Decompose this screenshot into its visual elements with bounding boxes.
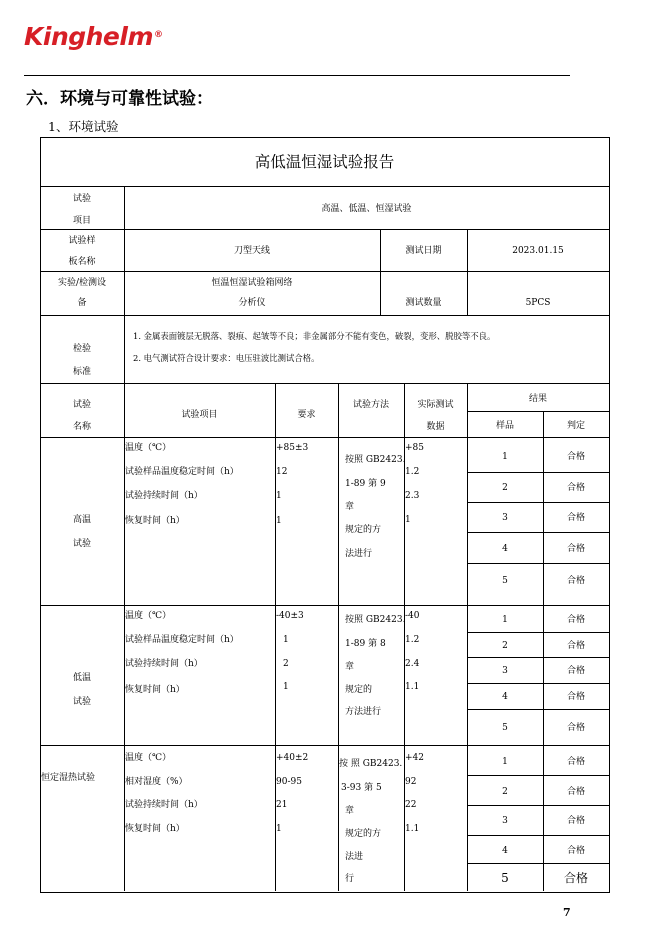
logo-text: Kinghelm <box>24 22 154 51</box>
rule <box>467 805 609 806</box>
high-item-2: 试验样品温度稳定时间（h） <box>125 467 239 477</box>
rule <box>467 835 609 836</box>
item-value: 高温、低温、恒湿试验 <box>321 204 412 214</box>
humid-item-4: 恢复时间（h） <box>125 824 185 834</box>
humid-name: 恒定湿热试验 <box>41 773 96 783</box>
high-req-1: +85±3 <box>276 443 309 453</box>
report-title: 高低温恒湿试验报告 <box>254 153 395 171</box>
high-item-3: 试验持续时间（h） <box>125 491 203 501</box>
header-result: 结果 <box>528 394 547 404</box>
rule <box>40 229 609 230</box>
low-req-1: -40±3 <box>276 611 304 621</box>
high-sample-3: 3 <box>502 513 508 523</box>
high-actual-4: 1 <box>405 515 411 525</box>
humid-req-3: 21 <box>276 800 288 810</box>
header-item: 试验项目 <box>181 410 218 420</box>
low-item-4: 恢复时间（h） <box>125 685 185 695</box>
rule <box>467 411 609 412</box>
high-item-1: 温度（℃） <box>125 443 172 453</box>
humid-req-1: +40±2 <box>276 753 309 763</box>
low-judge-3: 合格 <box>566 666 585 676</box>
low-req-3: 2 <box>283 659 289 669</box>
low-sample-3: 3 <box>502 666 508 676</box>
humid-item-2: 相对湿度（%） <box>125 777 188 787</box>
humid-sample-1: 1 <box>502 757 508 767</box>
rule <box>40 745 609 746</box>
low-judge-4: 合格 <box>566 692 585 702</box>
humid-actual-3: 22 <box>405 800 417 810</box>
header-judge: 判定 <box>566 421 585 431</box>
header-name-1: 试验 <box>72 400 91 410</box>
low-judge-2: 合格 <box>566 641 585 651</box>
header-actual-1: 实际测试 <box>417 400 454 410</box>
rule <box>40 315 609 316</box>
high-actual-3: 2.3 <box>405 491 420 501</box>
rule <box>275 383 276 891</box>
high-req-3: 1 <box>276 491 282 501</box>
humid-judge-4: 合格 <box>566 846 585 856</box>
high-method-2: 1-89 第 9 <box>345 479 386 489</box>
rule <box>338 383 339 891</box>
high-item-4: 恢复时间（h） <box>125 516 185 526</box>
humid-req-2: 90-95 <box>276 777 302 787</box>
header-name-2: 名称 <box>72 422 91 432</box>
low-sample-4: 4 <box>502 692 508 702</box>
low-judge-5: 合格 <box>566 723 585 733</box>
low-actual-4: 1.1 <box>405 682 420 692</box>
qty-label: 测试数量 <box>405 298 442 308</box>
high-req-4: 1 <box>276 516 282 526</box>
low-method-3: 章 <box>345 662 355 672</box>
humid-judge-3: 合格 <box>566 816 585 826</box>
humid-sample-4: 4 <box>502 846 508 856</box>
sub-title: 1、环境试验 <box>48 119 119 134</box>
equipment-value-2: 分析仪 <box>238 298 266 308</box>
rule <box>467 657 609 658</box>
rule <box>40 437 609 438</box>
humid-actual-2: 92 <box>405 777 417 787</box>
rule <box>467 709 609 710</box>
kinghelm-logo <box>24 22 163 52</box>
high-method-1: 按照 GB2423. <box>345 455 406 465</box>
rule <box>467 502 609 503</box>
low-method-4: 规定的 <box>345 685 373 695</box>
high-judge-4: 合格 <box>566 544 585 554</box>
high-name-1: 高温 <box>72 515 91 525</box>
test-date-value: 2023.01.15 <box>512 246 564 256</box>
sample-label-1: 试验样 <box>68 236 96 246</box>
low-item-3: 试验持续时间（h） <box>125 659 203 669</box>
low-actual-1: -40 <box>405 611 420 621</box>
item-label-1: 试验 <box>72 194 91 204</box>
high-judge-5: 合格 <box>566 576 585 586</box>
high-sample-5: 5 <box>502 576 508 586</box>
humid-judge-2: 合格 <box>566 787 585 797</box>
standard-line-2: 2. 电气测试符合设计要求：电压驻波比测试合格。 <box>133 353 320 363</box>
low-name-2: 试验 <box>72 697 91 707</box>
low-sample-5: 5 <box>502 723 508 733</box>
humid-item-3: 试验持续时间（h） <box>125 800 203 810</box>
low-name-1: 低温 <box>72 673 91 683</box>
rule <box>40 271 609 272</box>
low-actual-3: 2.4 <box>405 659 420 669</box>
standard-label-2: 标准 <box>72 367 91 377</box>
rule <box>467 683 609 684</box>
humid-judge-5: 合格 <box>563 871 588 885</box>
humid-actual-1: +42 <box>405 753 424 763</box>
registered-mark: ® <box>154 30 163 40</box>
sample-label-2: 板名称 <box>68 257 96 267</box>
item-label-2: 项目 <box>72 216 91 226</box>
high-method-4: 规定的方 <box>345 525 382 535</box>
section-title: 六．环境与可靠性试验： <box>26 89 213 109</box>
high-actual-1: +85 <box>405 443 424 453</box>
header-rule <box>24 75 570 76</box>
low-req-2: 1 <box>283 635 289 645</box>
equipment-value-1: 恒温恒湿试验箱网络 <box>211 278 293 288</box>
equipment-label-2: 备 <box>77 298 87 308</box>
low-method-2: 1-89 第 8 <box>345 639 386 649</box>
humid-method-1: 按 照 GB2423. <box>339 759 403 769</box>
standard-line-1: 1. 金属表面镀层无脱落、裂痕、起皱等不良；非金属部分不能有变色，破裂，变形、脱胶等不良。 <box>133 331 496 341</box>
rule <box>40 605 609 606</box>
equipment-label-1: 实验/检测设 <box>57 278 107 288</box>
humid-sample-5: 5 <box>501 871 509 885</box>
humid-actual-4: 1.1 <box>405 824 420 834</box>
rule <box>467 563 609 564</box>
high-method-5: 法进行 <box>345 549 373 559</box>
humid-sample-3: 3 <box>502 816 508 826</box>
high-req-2: 12 <box>276 467 288 477</box>
low-judge-1: 合格 <box>566 615 585 625</box>
humid-sample-2: 2 <box>502 787 508 797</box>
page-number: 7 <box>563 906 571 919</box>
low-method-5: 方法进行 <box>345 707 382 717</box>
high-judge-1: 合格 <box>566 452 585 462</box>
low-item-2: 试验样品温度稳定时间（h） <box>125 635 239 645</box>
humid-req-4: 1 <box>276 824 282 834</box>
high-judge-3: 合格 <box>566 513 585 523</box>
test-date-label: 测试日期 <box>405 246 442 256</box>
high-judge-2: 合格 <box>566 483 585 493</box>
high-method-3: 章 <box>345 502 355 512</box>
header-requirement: 要求 <box>297 410 316 420</box>
humid-method-6: 行 <box>345 874 355 884</box>
high-sample-4: 4 <box>502 544 508 554</box>
header-actual-2: 数据 <box>426 422 445 432</box>
humid-method-5: 法进 <box>345 852 364 862</box>
low-sample-2: 2 <box>502 641 508 651</box>
high-actual-2: 1.2 <box>405 467 420 477</box>
humid-judge-1: 合格 <box>566 757 585 767</box>
rule <box>467 775 609 776</box>
low-method-1: 按照 GB2423. <box>345 615 406 625</box>
qty-value: 5PCS <box>525 298 551 308</box>
header-method: 试验方法 <box>352 400 389 410</box>
rule <box>40 186 609 187</box>
low-sample-1: 1 <box>502 615 508 625</box>
sample-value: 刀型天线 <box>233 246 270 256</box>
rule <box>467 632 609 633</box>
high-sample-2: 2 <box>502 483 508 493</box>
low-item-1: 温度（℃） <box>125 611 172 621</box>
rule <box>467 532 609 533</box>
humid-method-2: 3-93 第 5 <box>341 783 382 793</box>
header-sample: 样品 <box>495 421 514 431</box>
humid-method-3: 章 <box>345 806 355 816</box>
rule <box>467 472 609 473</box>
low-req-4: 1 <box>283 682 289 692</box>
rule <box>40 383 609 384</box>
humid-method-4: 规定的方 <box>345 829 382 839</box>
low-actual-2: 1.2 <box>405 635 420 645</box>
rule <box>467 863 609 864</box>
high-sample-1: 1 <box>502 452 508 462</box>
standard-label-1: 检验 <box>72 344 91 354</box>
humid-item-1: 温度（℃） <box>125 753 172 763</box>
high-name-2: 试验 <box>72 539 91 549</box>
